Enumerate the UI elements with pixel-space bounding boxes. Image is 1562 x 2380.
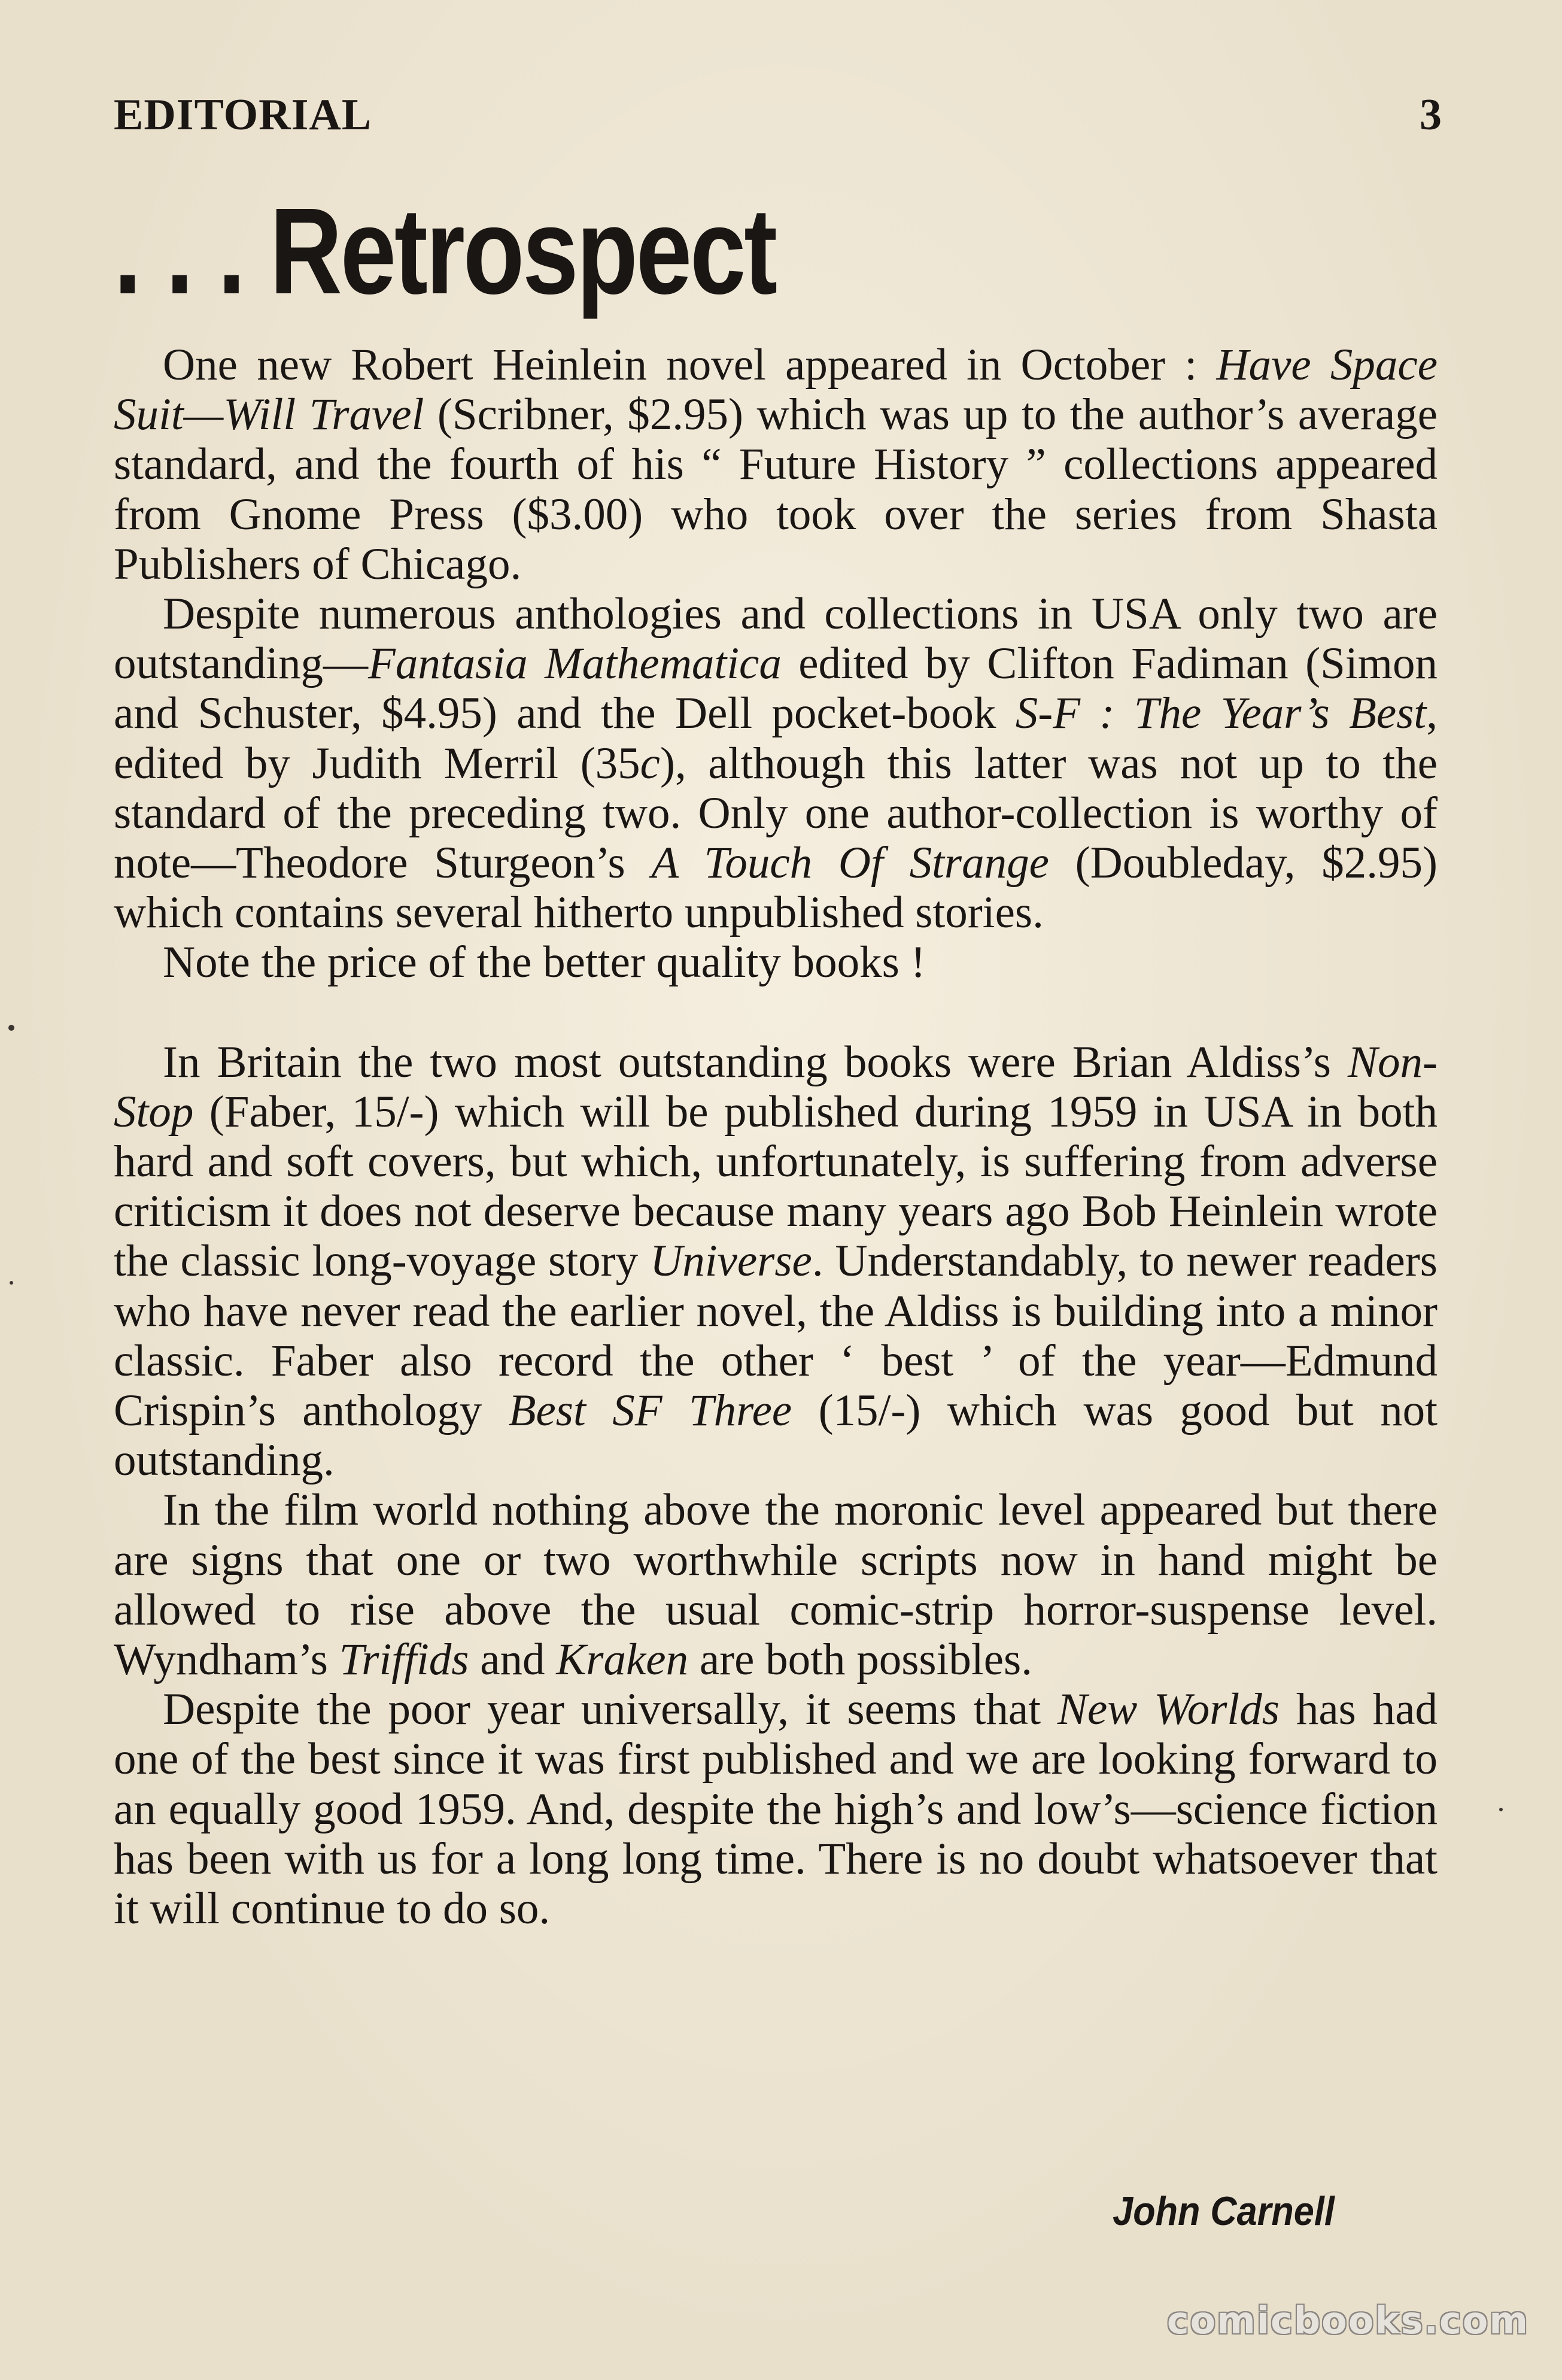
paragraph (114, 1037, 1438, 1486)
italic-title-text: Universe (650, 1236, 812, 1286)
text-run: In Britain the two most outstanding books were Brian Aldiss’s (163, 1037, 1348, 1087)
paragraph (114, 589, 1438, 937)
italic-title-text: New Worlds (1057, 1684, 1280, 1735)
text-run: (Faber, 15/-) which will be published during 1959 in USA in both hard and soft covers, but which, unfortunately, is suffering from adverse criticism it does not deserve because many years ago Bob Heinlein wrote the classic long-voyage story (114, 1086, 1438, 1286)
author-signature: John Carnell (1113, 2188, 1335, 2234)
section-heading: EDITORIAL (114, 90, 372, 139)
italic-title-text: S-F : The Year’s Best (1015, 688, 1427, 739)
print-speck (10, 1281, 13, 1285)
text-run: ), although this latter was not up to the standard of the preceding two. Only one author-collection is worthy of note—Theodore Sturgeon’s (114, 738, 1438, 888)
running-head (114, 90, 1442, 144)
paragraph (114, 340, 1438, 589)
text-run: (Scribner, $2.95) which was up to the author’s average standard, and the fourth of his “ Future History ” collections appeared from Gnome Press ($3.00) who took over the series from Shasta Publishers of Chicago. (114, 390, 1438, 589)
italic-title-text: Kraken (556, 1635, 689, 1685)
italic-title-text: Fantasia Mathematica (368, 639, 782, 689)
italic-title-text: c (640, 738, 660, 788)
italic-title-text: Triffids (339, 1635, 469, 1685)
text-run: has had one of the best since it was first published and we are looking forward to an equally good 1959. And, despite the high’s and low’s—science fiction has been with us for a long long time. There is no doubt whatsoever that it will continue to do so. (114, 1684, 1438, 1934)
italic-title-text: A Touch Of Strange (651, 838, 1049, 888)
article-body (114, 340, 1438, 1933)
print-speck (8, 1025, 14, 1031)
text-run: , edited by Judith Merril (35 (114, 688, 1438, 788)
paragraph (114, 1485, 1438, 1684)
paragraph (114, 937, 1438, 987)
article-title: . . . Retrospect (114, 183, 776, 320)
site-watermark: comicbooks.com (1166, 2299, 1529, 2342)
paragraph (114, 1684, 1438, 1933)
italic-title-text: Have Space Suit—Will Travel (114, 340, 1438, 440)
italic-title-text: Best SF Three (508, 1386, 792, 1436)
text-run: Despite numerous anthologies and collections in USA only two are outstanding— (114, 589, 1438, 689)
text-run: Despite the poor year universally, it seems that (163, 1684, 1057, 1735)
text-run: edited by Clifton Fadiman (Simon and Schuster, $4.95) and the Dell pocket-book (114, 639, 1438, 739)
text-run: One new Robert Heinlein novel appeared in October : (163, 340, 1217, 390)
text-run: In the film world nothing above the moronic level appeared but there are signs that one or two worthwhile scripts now in hand might be allowed to rise above the usual comic-strip horror-suspense level. Wyndham’s (114, 1485, 1438, 1685)
text-run: (Doubleday, $2.95) which contains several hitherto unpublished stories. (114, 838, 1438, 938)
print-speck (1499, 1808, 1503, 1811)
italic-title-text: Non-Stop (114, 1037, 1438, 1137)
text-run: are both possibles. (688, 1635, 1032, 1685)
text-run: (15/-) which was good but not outstanding. (114, 1386, 1438, 1486)
text-run: and (469, 1635, 557, 1685)
text-run: Note the price of the better quality books ! (163, 937, 926, 988)
page-number: 3 (1420, 90, 1442, 139)
text-run: . Understandably, to newer readers who have never read the earlier novel, the Aldiss is building into a minor classic. Faber also record the other ‘ best ’ of the year—Edmund Crispin’s anthology (114, 1236, 1438, 1436)
